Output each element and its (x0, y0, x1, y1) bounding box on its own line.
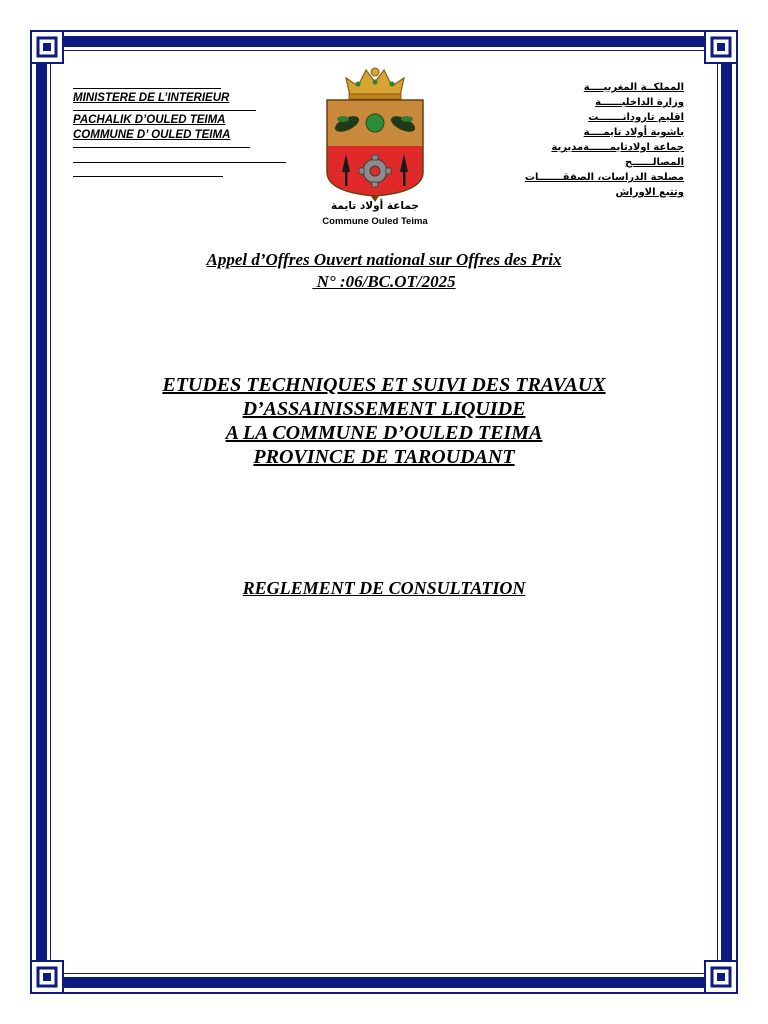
project-title-line: A LA COMMUNE D’OULED TEIMA (225, 422, 543, 444)
tender-number: N° :06/BC.OT/2025 (312, 272, 456, 291)
header-rule (73, 88, 221, 89)
header-rule (73, 110, 256, 111)
arabic-header-line: مصلحة الدراسات، الصفقـــــــات (524, 172, 684, 183)
project-title (60, 373, 708, 469)
border-corner-ornament (704, 30, 738, 64)
arabic-header-line: المصالــــــح (625, 157, 684, 168)
arabic-header-line: اقليم تارودانـــــــت (588, 112, 684, 123)
header-rule (73, 162, 286, 163)
border-corner-ornament (704, 960, 738, 994)
project-title-line: ETUDES TECHNIQUES ET SUIVI DES TRAVAUX (162, 374, 606, 396)
emblem-arabic-name: جماعة أولاد تايمة (331, 200, 419, 212)
header-rule (73, 147, 250, 148)
arabic-header-line: وزارة الداخليــــــة (595, 97, 684, 108)
arabic-header-line: وتتبع الاوراش (615, 187, 684, 198)
arabic-header-line: جماعة اولادتايمــــــةمديرية (551, 142, 684, 153)
crown-icon (346, 68, 404, 99)
border-corner-ornament (30, 30, 64, 64)
tender-type: Appel d’Offres Ouvert national sur Offres des Prix (206, 250, 562, 269)
border-corner-ornament (30, 960, 64, 994)
project-title-line: D’ASSAINISSEMENT LIQUIDE (242, 398, 526, 420)
header-rule (73, 176, 223, 177)
document-type-heading (60, 577, 708, 599)
arabic-header-line: باشوية أولاد تايمــــة (583, 127, 684, 138)
tender-heading (60, 249, 708, 293)
ministry-name: MINISTERE DE L’INTERIEUR (73, 92, 230, 104)
left-header (73, 88, 288, 177)
project-title-line: PROVINCE DE TAROUDANT (253, 446, 515, 468)
arabic-header-line: المملكــة المغربيــــة (583, 82, 684, 93)
pachalik-name: PACHALIK D’OULED TEIMA (73, 114, 226, 126)
arabic-header (484, 80, 684, 200)
document-type: REGLEMENT DE CONSULTATION (242, 578, 526, 598)
emblem-latin-name: Commune Ouled Teima (322, 216, 428, 227)
commune-name: COMMUNE D’ OULED TEIMA (73, 129, 231, 141)
